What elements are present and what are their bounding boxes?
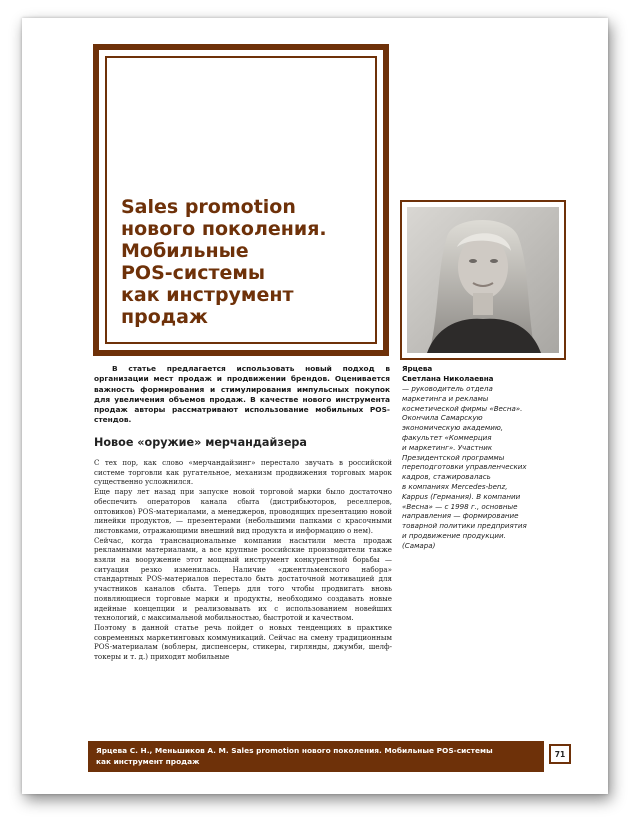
author-bio-line: кадров, стажировалась [402, 472, 491, 482]
title-frame [93, 44, 389, 356]
author-bio-line: и маркетинг». Участник [402, 442, 493, 452]
author-bio-line: в компаниях Mercedes-benz, [402, 481, 508, 491]
author-bio-line: Окончила Самарскую [402, 413, 483, 423]
author-bio-line: направления — формирование [402, 511, 519, 521]
author-bio-line: Президентской программы [402, 452, 505, 462]
author-name [402, 364, 567, 383]
article-title [121, 196, 365, 328]
body-paragraph: Еще пару лет назад при запуске новой торговой марки было достаточно обеспечить операторов канала сбыта (дистрибьюторов, реселлеров, оптовиков) POS-материалами, а менеджеров, проводящих презентацию новой линейки продуктов, — презентерами (небольшими папками с красочными листовками, отражающими внешний вид продукта и информацию о нем). [94, 487, 392, 535]
footer-citation-line: Ярцева С. Н., Меньшиков А. М. Sales promotion нового поколения. Мобильные POS-системы [96, 746, 493, 755]
article-body [94, 458, 392, 662]
footer-citation-line: как инструмент продаж [96, 757, 200, 766]
author-bio-line: экономическую академию, [402, 423, 504, 433]
body-paragraph: Поэтому в данной статье речь пойдет о новых тенденциях в практике современных маркетинговых коммуникаций. Сейчас на смену традиционным POS-материалам (воблеры, диспенсеры, стикеры, гирлянды, джумби, шелф-токеры и т. д.) приходят мобильные [94, 622, 392, 662]
section-heading: Новое «оружие» мерчандайзера [94, 436, 307, 449]
title-line: Sales promotion [121, 196, 296, 218]
title-line: Мобильные [121, 240, 249, 262]
author-bio [402, 384, 574, 551]
magazine-page [22, 18, 608, 794]
author-bio-line: товарной политики предприятия [402, 521, 527, 531]
author-bio-line: косметической фирмы «Весна». [402, 403, 523, 413]
author-bio-line: Kappus (Германия). В компании [402, 491, 521, 501]
author-bio-line: маркетинга и рекламы [402, 393, 489, 403]
title-inner-frame [105, 56, 377, 344]
author-given-name: Светлана Николаевна [402, 373, 494, 383]
author-bio-line: (Самара) [402, 540, 436, 550]
title-line: POS-системы [121, 262, 266, 284]
author-bio-line: — руководитель отдела [402, 384, 493, 393]
author-bio-line: переподготовки управленческих [402, 462, 527, 472]
author-bio-line: и продвижение продукции. [402, 530, 506, 540]
title-line: нового поколения. [121, 218, 327, 240]
author-photo [407, 207, 559, 353]
title-line: как инструмент [121, 284, 294, 306]
title-line: продаж [121, 306, 208, 328]
author-photo-frame [400, 200, 566, 360]
portrait-image [407, 207, 559, 353]
author-bio-line: факультет «Коммерция [402, 432, 492, 442]
body-paragraph: Сейчас, когда транснациональные компании насытили места продаж рекламными материалами, а все крупные российские производители также взяли на вооружение этот мощный инструмент конкурентной борьбы — ситуация резко изменилась. Наличие «джентльменского набора» стандартных POS-материалов перестало быть достаточной мотивацией для участников каналов сбыта. Теперь для того чтобы продвигать вновь появляющиеся торговые марки и продукты, необходимо создавать новые идейные концепции и реализовывать их с использованием новейших технологий, с максимальной мобильностью, быстротой и качеством. [94, 535, 392, 623]
running-footer [88, 741, 544, 772]
page-number: 71 [549, 744, 571, 764]
author-surname: Ярцева [402, 364, 433, 373]
article-abstract: В статье предлагается использовать новый подход в организации мест продаж и продвижении брендов. Оценивается важность формирования и стимулирования импульсных покупок для увеличения объемов продаж. В качестве нового инструмента продаж авторы рассматривают использование мобильных POS-стендов. [94, 364, 390, 425]
body-paragraph: С тех пор, как слово «мерчандайзинг» перестало звучать в российской системе торговли как ругательное, механизм продвижения торговых марок существенно усложнился. [94, 458, 392, 487]
author-bio-line: «Весна» — с 1998 г., основные [402, 501, 518, 511]
